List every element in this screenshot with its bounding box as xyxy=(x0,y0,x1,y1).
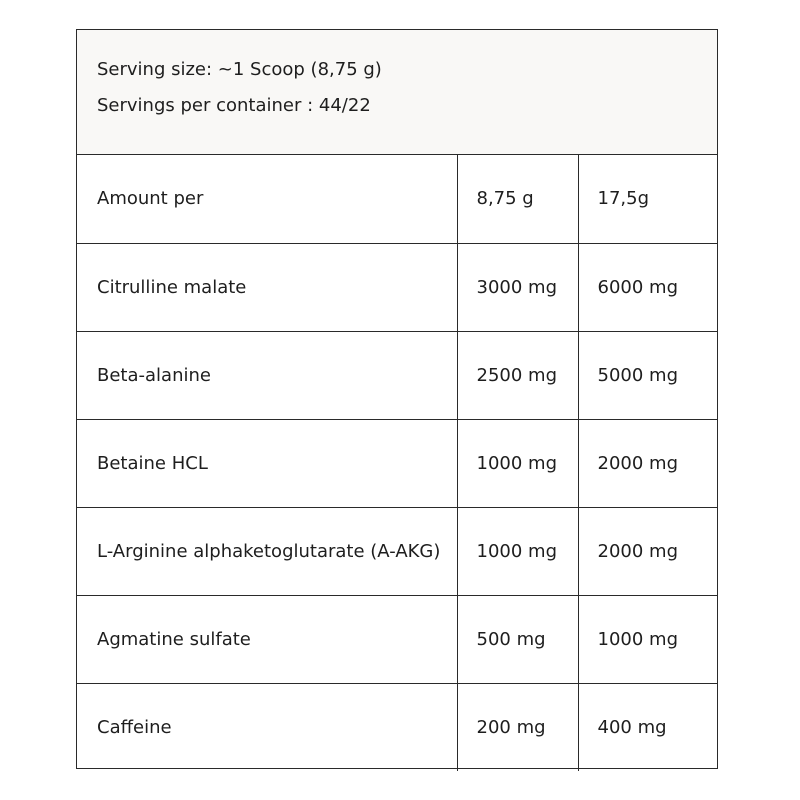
amount-single-serving: 1000 mg xyxy=(457,419,578,507)
serving-size-text: Serving size: ~1 Scoop (8,75 g) xyxy=(97,59,382,80)
ingredient-name: Caffeine xyxy=(97,716,172,738)
table-row xyxy=(77,331,717,419)
ingredient-name: Amount per xyxy=(77,155,457,243)
table-row xyxy=(77,683,717,771)
table-row-amount-per xyxy=(77,155,717,243)
amount-double-serving: 5000 mg xyxy=(578,331,717,419)
amount-single-serving: 8,75 g xyxy=(457,155,578,243)
amount-double-serving: 17,5g xyxy=(578,155,717,243)
table-row xyxy=(77,507,717,595)
ingredient-name: Agmatine sulfate xyxy=(77,595,457,683)
table-row xyxy=(77,419,717,507)
ingredient-name: Beta-alanine xyxy=(77,331,457,419)
amount-single-serving: 1000 mg xyxy=(457,507,578,595)
servings-per-container-text: Servings per container : 44/22 xyxy=(97,95,371,116)
amount-single-serving: 200 mg xyxy=(457,683,578,771)
ingredient-name: Citrulline malate xyxy=(77,243,457,331)
amount-double-serving: 400 mg xyxy=(578,683,717,771)
amount-double-serving: 2000 mg xyxy=(578,419,717,507)
table-row xyxy=(77,243,717,331)
amount-double-serving: 1000 mg xyxy=(578,595,717,683)
amount-double-serving: 2000 mg xyxy=(578,507,717,595)
ingredients-table xyxy=(77,155,717,771)
amount-double-serving: 6000 mg xyxy=(578,243,717,331)
supplement-facts-panel xyxy=(76,29,718,769)
amount-single-serving: 500 mg xyxy=(457,595,578,683)
amount-single-serving: 2500 mg xyxy=(457,331,578,419)
ingredient-name: Betaine HCL xyxy=(77,419,457,507)
table-row xyxy=(77,595,717,683)
amount-single-serving: 3000 mg xyxy=(457,243,578,331)
ingredient-name: L-Arginine alphaketoglutarate (A-AKG) xyxy=(77,507,457,595)
serving-info-header xyxy=(77,30,717,155)
